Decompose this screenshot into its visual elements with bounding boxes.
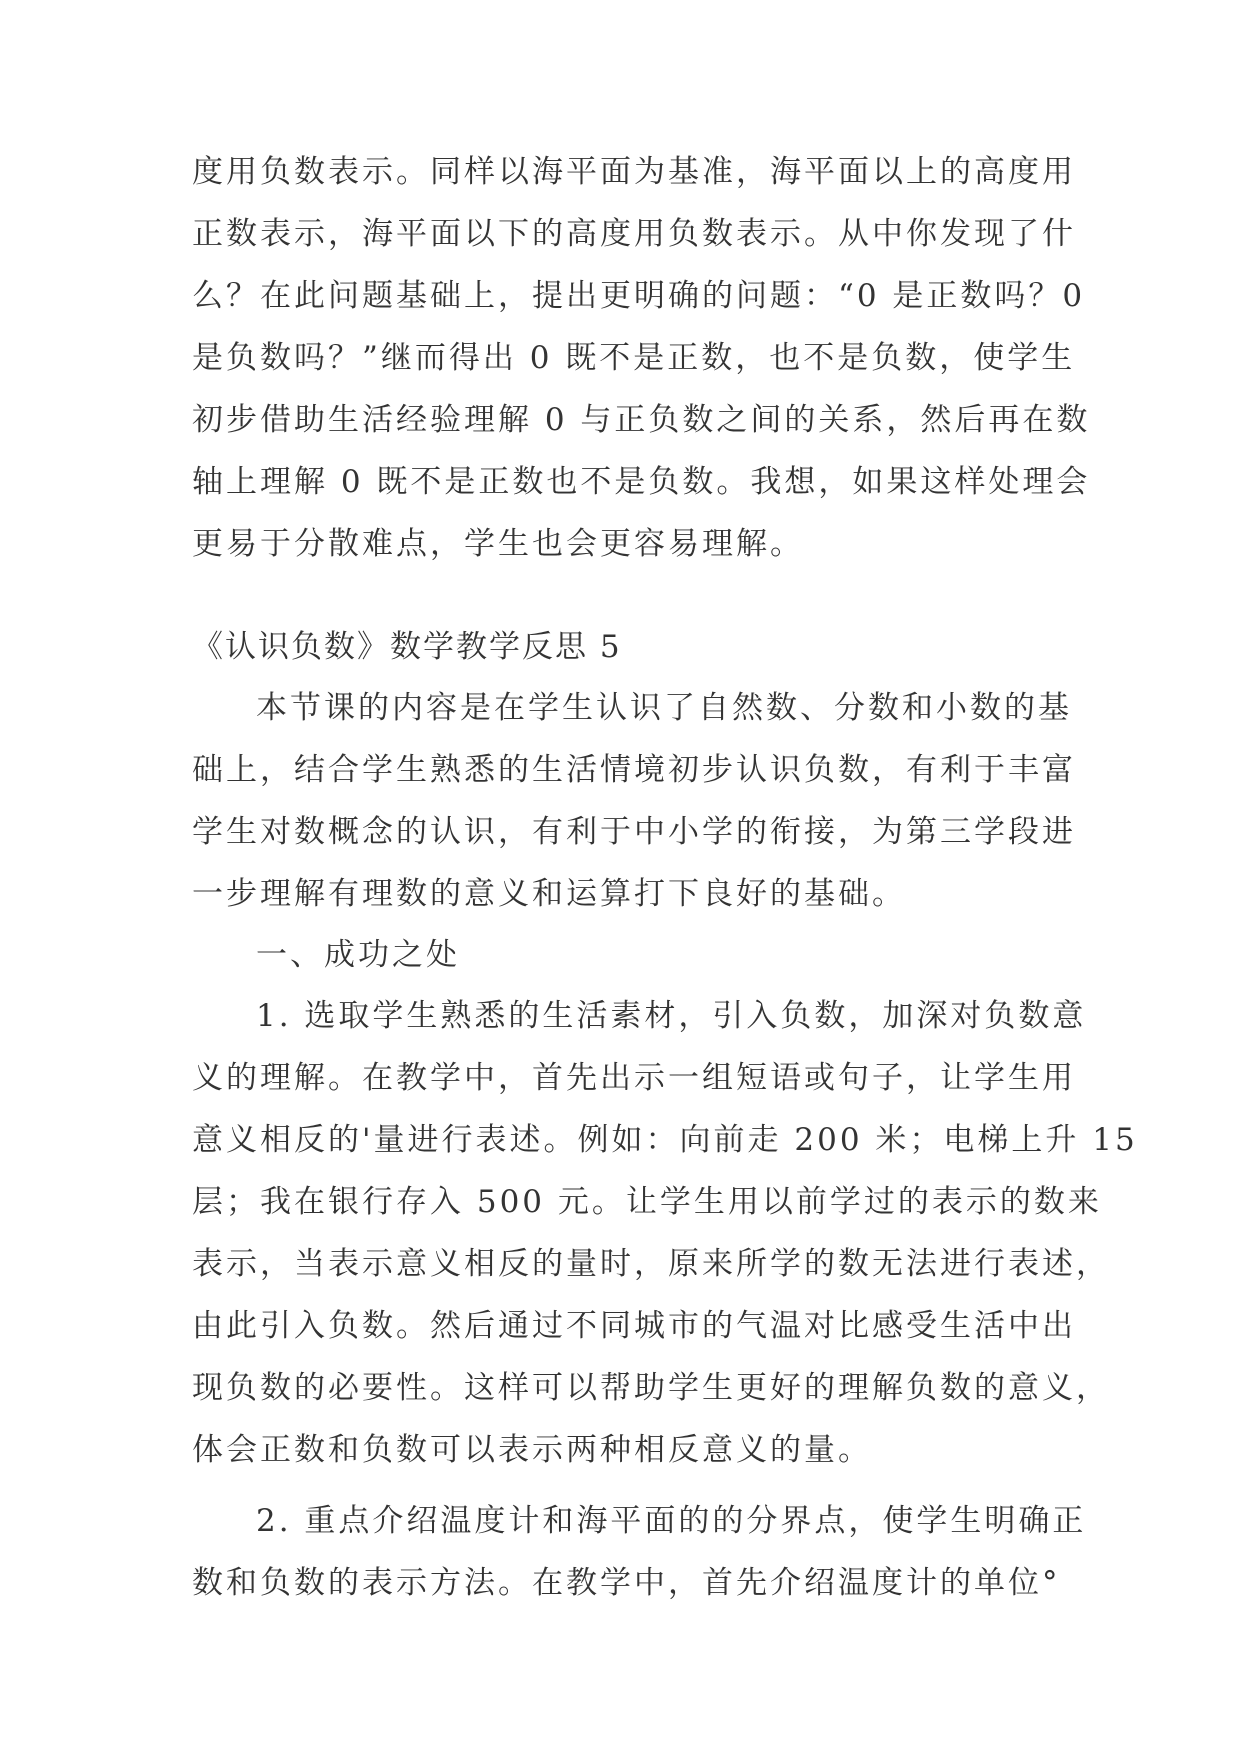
paragraph-line: 是负数吗？”继而得出 0 既不是正数，也不是负数，使学生	[192, 340, 1076, 376]
paragraph-line: 意义相反的'量进行表述。例如：向前走 200 米；电梯上升 15	[192, 1122, 1138, 1158]
paragraph-line: 础上，结合学生熟悉的生活情境初步认识负数，有利于丰富	[192, 752, 1076, 788]
paragraph-line: 学生对数概念的认识，有利于中小学的衔接，为第三学段进	[192, 814, 1076, 850]
subheading: 一、成功之处	[256, 937, 460, 973]
paragraph-line: 义的理解。在教学中，首先出示一组短语或句子，让学生用	[192, 1060, 1076, 1096]
paragraph-line: 现负数的必要性。这样可以帮助学生更好的理解负数的意义，	[192, 1370, 1110, 1406]
paragraph-line: 更易于分散难点，学生也会更容易理解。	[192, 526, 804, 562]
paragraph-line: 层；我在银行存入 500 元。让学生用以前学过的表示的数来	[192, 1184, 1102, 1220]
paragraph-line: 1. 选取学生熟悉的生活素材，引入负数，加深对负数意	[256, 998, 1087, 1034]
paragraph-line: 初步借助生活经验理解 0 与正负数之间的关系，然后再在数	[192, 402, 1091, 438]
paragraph-line: 轴上理解 0 既不是正数也不是负数。我想，如果这样处理会	[192, 464, 1091, 500]
paragraph-line: 体会正数和负数可以表示两种相反意义的量。	[192, 1432, 872, 1468]
paragraph-line: 正数表示，海平面以下的高度用负数表示。从中你发现了什	[192, 216, 1076, 252]
section-title: 《认识负数》数学教学反思 5	[192, 629, 622, 665]
paragraph-line: 由此引入负数。然后通过不同城市的气温对比感受生活中出	[192, 1308, 1076, 1344]
paragraph-line: 么？在此问题基础上，提出更明确的问题：“0 是正数吗？0	[192, 278, 1086, 314]
paragraph-line: 数和负数的表示方法。在教学中，首先介绍温度计的单位°	[192, 1565, 1061, 1601]
paragraph-line: 本节课的内容是在学生认识了自然数、分数和小数的基	[256, 690, 1072, 726]
paragraph-line: 2. 重点介绍温度计和海平面的的分界点，使学生明确正	[256, 1503, 1087, 1539]
paragraph-line: 一步理解有理数的意义和运算打下良好的基础。	[192, 876, 906, 912]
paragraph-line: 表示，当表示意义相反的量时，原来所学的数无法进行表述，	[192, 1246, 1110, 1282]
paragraph-line: 度用负数表示。同样以海平面为基准，海平面以上的高度用	[192, 154, 1076, 190]
